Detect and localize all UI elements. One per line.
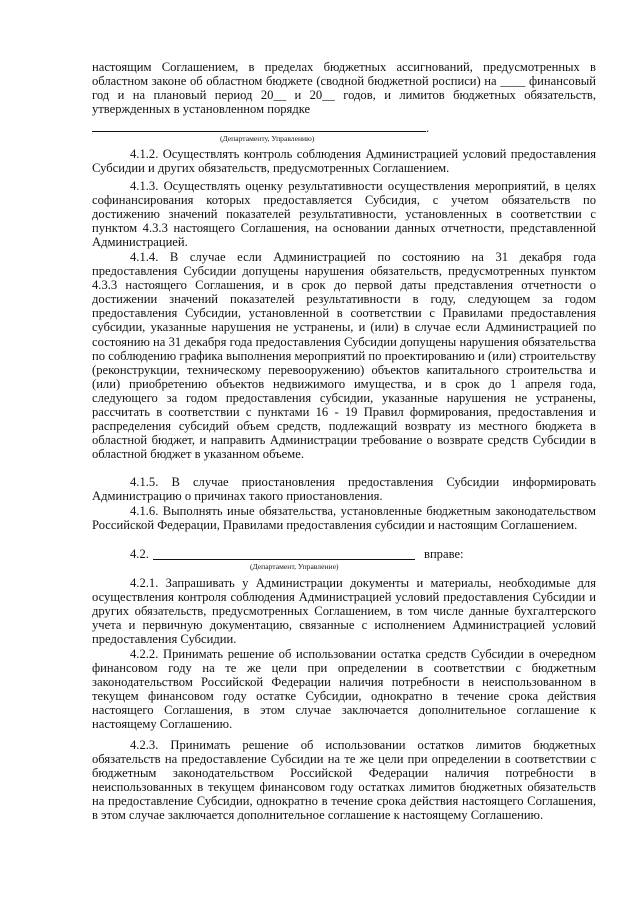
paragraph-4-2-3: 4.2.3. Принимать решение об использовании остатков лимитов бюджетных обязательств на предоставление Субсидии на те же цели при определении в соответствии с бюджетным законодательством Российской Федерации наличия потребности в неиспользованных в текущем финансовом году остатках лимитов бюджетных обязательств на предоставление Субсидии, однократно в течение срока действия настоящего Соглашения, в этом случае заключается дополнительное соглашение к настоящему Соглашению. xyxy=(92,738,596,823)
paragraph-4-2-2: 4.2.2. Принимать решение об использовании остатка средств Субсидии в очередном финансовом году на те же цели при определении в соответствии с бюджетным законодательством Российской Федерации наличия потребности в неиспользованном в текущем финансовом году остатке Субсидии, однократно в течение срока действия настоящего Соглашения, в этом случае заключается дополнительное соглашение к настоящему Соглашению. xyxy=(92,647,596,732)
blank-line-department-1 xyxy=(92,131,426,132)
paragraph-4-1-6: 4.1.6. Выполнять иные обязательства, установленные бюджетным законодательством Российской Федерации, Правилами предоставления субсидии и настоящим Соглашением. xyxy=(92,504,596,533)
paragraph-4-1-5: 4.1.5. В случае приостановления предоставления Субсидии информировать Администрацию о причинах такого приостановления. xyxy=(92,475,596,504)
paragraph-4-2-1: 4.2.1. Запрашивать у Администрации документы и материалы, необходимые для осуществления контроля соблюдения Администрацией условий предоставления Субсидии и других обязательств, предусмотренных Соглашением, в том числе данные бухгалтерского учета и первичную документацию, связанные с исполнением Администрацией условий предоставления Субсидии. xyxy=(92,576,596,647)
blank-line-period: . xyxy=(426,121,430,135)
caption-department-2: (Департамент, Управление) xyxy=(250,562,339,571)
paragraph-4-1-2: 4.1.2. Осуществлять контроль соблюдения Администрацией условий предоставления Субсидии и других обязательств, предусмотренных Соглашением. xyxy=(92,147,596,176)
paragraph-4-1-4: 4.1.4. В случае если Администрацией по состоянию на 31 декабря года предоставления Субсидии допущены нарушения обязательств, предусмотренных пунктом 4.3.3 настоящего Соглашения, и в срок до первой даты представления отчетности о достижении значений показателей результативности в году, следующем за годом предоставления Субсидии, установленной в соответствии с Правилами предоставления субсидии, указанные нарушения не устранены, и (или) в случае если Администрацией по состоянию на 31 декабря года предоставления Субсидии допущены нарушения обязательства по соблюдению графика выполнения мероприятий по проектированию и (или) строительству (реконструкции, техническому перевооружению) объектов капитального строительства и (или) приобретению объектов недвижимого имущества, и в срок до 1 апреля года, следующего за годом предоставления субсидии, указанные нарушения не устранены, рассчитать в соответствии с пунктами 16 - 19 Правил формирования, предоставления и распределения субсидий объем средств, подлежащий возврату из местного бюджета в областной бюджет, и направить Администрации требование о возврате средств Субсидии в областной бюджет в указанном объеме. xyxy=(92,250,596,462)
paragraph-4-2-number: 4.2. xyxy=(130,547,149,561)
caption-department-1: (Департаменту, Управлению) xyxy=(220,134,315,143)
paragraph-4-1-3: 4.1.3. Осуществлять оценку результативности осуществления мероприятий, в целях софинансирования которых предоставляется Субсидия, с учетом обязательств по достижению значений показателей результативности, установленных в соответствии с пунктом 4.3.3 настоящего Соглашения, на основании данных отчетности, представленной Администрацией. xyxy=(92,179,596,250)
paragraph-4-2-tail: вправе: xyxy=(424,547,464,561)
blank-line-department-2 xyxy=(153,559,415,560)
paragraph-intro: настоящим Соглашением, в пределах бюджетных ассигнований, предусмотренных в областном законе об областном бюджете (сводной бюджетной росписи) на ____ финансовый год и на плановый период 20__ и 20__ годов, и лимитов бюджетных обязательств, утвержденных в установленном порядке xyxy=(92,60,596,117)
